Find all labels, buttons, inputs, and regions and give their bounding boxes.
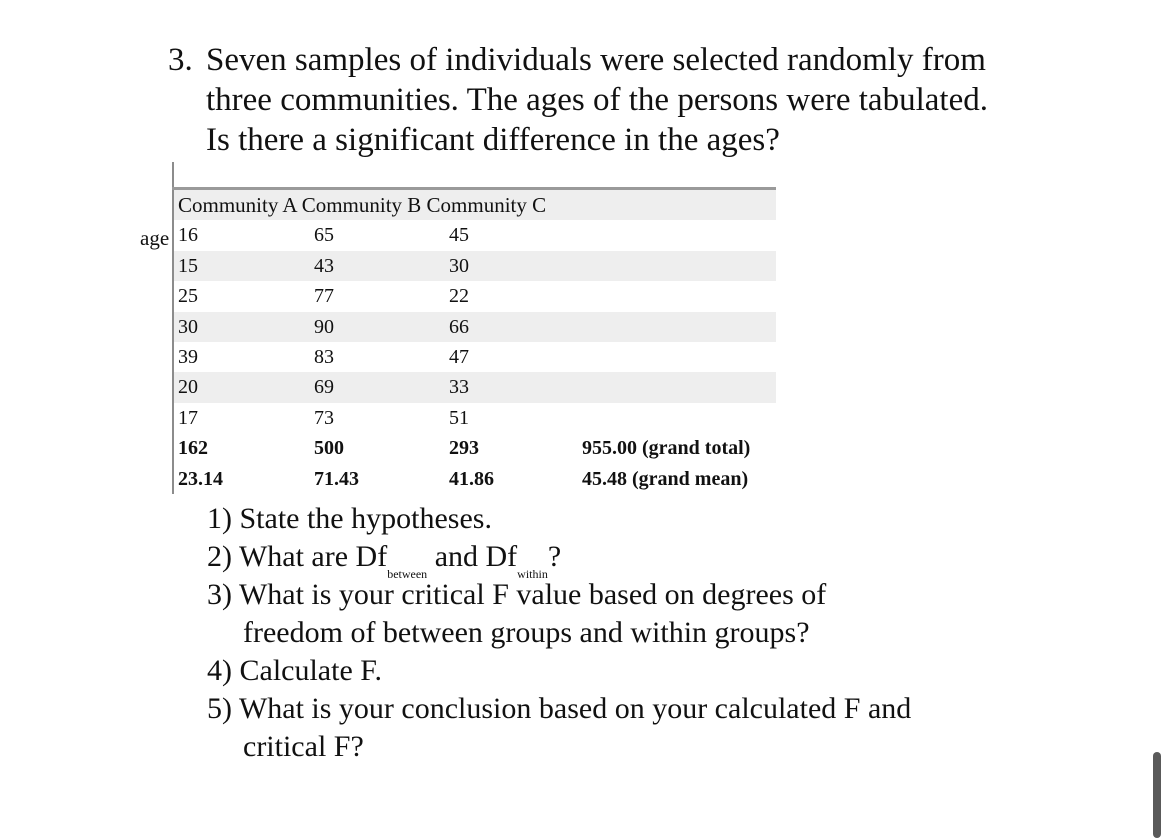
subquestion-1: 1) State the hypotheses. [207, 502, 492, 535]
table-row: 17 73 51 [172, 403, 776, 433]
table-row-totals: 162 500 293 955.00 (grand total) [172, 433, 776, 463]
question-line-2: three communities. The ages of the persons were tabulated. [206, 82, 988, 118]
table-row: 25 77 22 [172, 281, 776, 311]
question-line-3: Is there a significant difference in the ages? [206, 122, 780, 158]
table-row: 39 83 47 [172, 342, 776, 372]
table-row-means: 23.14 71.43 41.86 45.48 (grand mean) [172, 464, 776, 494]
question-3 [168, 40, 1068, 160]
subquestion-3: 3) What is your critical F value based on degrees of freedom of between groups and within groups? [207, 578, 827, 649]
question-number: 3. [168, 42, 193, 78]
subquestions [207, 500, 1087, 766]
subquestion-5: 5) What is your conclusion based on your calculated F and critical F? [207, 692, 912, 763]
table-divider [172, 162, 174, 190]
table-row: 20 69 33 [172, 372, 776, 402]
subquestion-4: 4) Calculate F. [207, 654, 383, 687]
table-row: 30 90 66 [172, 312, 776, 342]
question-line-1: 3. Seven samples of individuals were selected randomly from [168, 42, 986, 78]
row-label-age: age [140, 226, 170, 250]
scrollbar-thumb[interactable] [1153, 752, 1161, 838]
table-header: Community A Community B Community C [178, 193, 547, 217]
table-row: 16 65 45 [172, 220, 776, 250]
table-header-row [172, 190, 776, 220]
ages-table [172, 187, 776, 494]
subquestion-2: 2) What are $Df_{between}$ and $Df_{within}$? [207, 540, 562, 581]
table-row: 15 43 30 [172, 251, 776, 281]
